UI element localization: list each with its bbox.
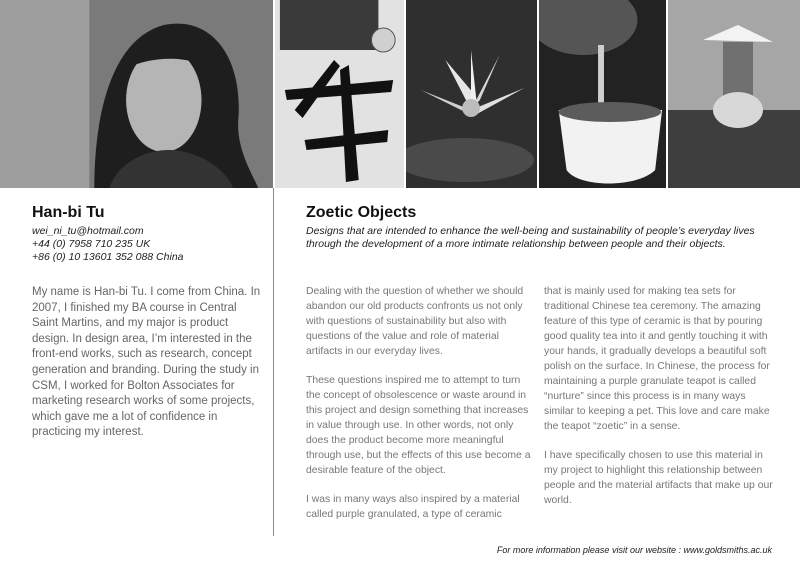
portrait-photo xyxy=(0,0,275,188)
project-title: Zoetic Objects xyxy=(306,204,417,221)
designer-name: Han-bi Tu xyxy=(32,204,105,221)
designer-bio: My name is Han-bi Tu. I come from China. In 2007, I finished my BA course in Central Saint Martins, and my major is product design. In design area, I’m interested in the front-end works, such as research, concept generation and branding. During the study in CSM, I worked for Bolton Associates for marketing research works of some projects, which gave me a lot of confidence in practicing my interest. xyxy=(32,286,261,439)
paragraph: I was in many ways also inspired by a material called purple granulated, a type of ceramic xyxy=(306,494,520,520)
project-subtitle: Designs that are intended to enhance the well-being and sustainability of people’s everyday lives through the development of a more intimate relationship between people and their objects. xyxy=(306,225,755,250)
email-address[interactable]: wei_ni_tu@hotmail.com xyxy=(32,225,144,237)
text-column-1 xyxy=(306,284,534,536)
tea-picker-photo xyxy=(668,0,800,188)
paragraph: Dealing with the question of whether we should abandon our old products confronts us not only with questions of sustainability but also with questions of the value and role of material artifacts in our everyday lives. xyxy=(306,286,524,357)
paragraph: that is mainly used for making tea sets for traditional Chinese tea ceremony. The amazing feature of this type of ceramic is that by pouring good quality tea into it and gently touching it with your hands, it gradually develops a beautiful soft polish on the surface. In Chinese, the process for maintaining a purple granulate teapot is called “nurture” since this process is in many ways similar to keeping a pet. This love and care make the teapot “zoetic” in a sense. xyxy=(544,286,770,432)
photo-strip xyxy=(0,0,800,188)
text-column-2 xyxy=(544,284,776,522)
paragraph: These questions inspired me to attempt to turn the concept of obsolescence or waste around in this project and design something that increases in value through use. In other words, not only does the product become more meaningful through use, but the effects of this use become a desirable feature of the object. xyxy=(306,375,531,476)
calligraphy-photo xyxy=(275,0,406,188)
contact-details xyxy=(32,225,184,264)
tea-pouring-photo xyxy=(539,0,668,188)
phone-china: +86 (0) 10 13601 352 088 China xyxy=(32,251,184,263)
phone-uk: +44 (0) 7958 710 235 UK xyxy=(32,238,151,250)
column-divider xyxy=(273,188,274,536)
footer-website[interactable]: For more information please visit our website : www.goldsmiths.ac.uk xyxy=(496,545,772,555)
paragraph: I have specifically chosen to use this material in my project to highlight this relationship between people and the material artifacts that make up our world. xyxy=(544,450,773,506)
lotus-photo xyxy=(406,0,539,188)
